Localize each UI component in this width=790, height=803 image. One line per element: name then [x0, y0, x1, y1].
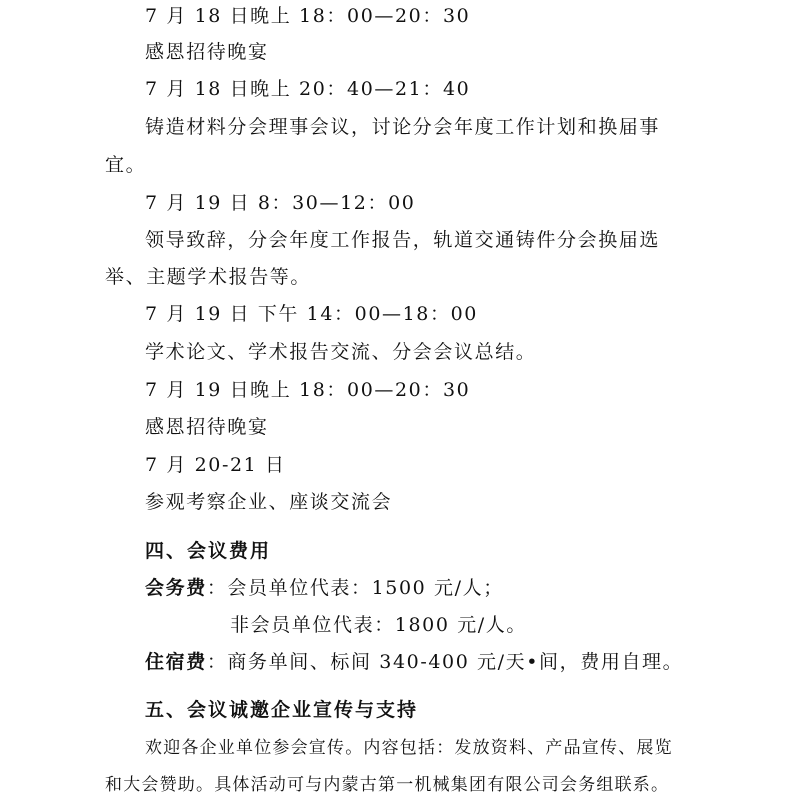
schedule-line: 领导致辞，分会年度工作报告，轨道交通铸件分会换届选	[145, 229, 661, 251]
fee-nonmember-line: 非会员单位代表：1800 元/人。	[230, 614, 527, 636]
schedule-line: 参观考察企业、座谈交流会	[145, 491, 393, 513]
schedule-line: 感恩招待晚宴	[145, 416, 269, 438]
schedule-line: 7 月 19 日晚上 18：00—20：30	[145, 379, 471, 401]
schedule-line: 感恩招待晚宴	[145, 41, 269, 63]
lodging-line	[145, 650, 683, 674]
section-5-para-line-2: 和大会赞助。具体活动可与内蒙古第一机械集团有限公司会务组联系。	[105, 775, 670, 795]
fee-member-line	[145, 576, 504, 600]
schedule-line: 7 月 19 日 下午 14：00—18：00	[145, 303, 478, 325]
fee-member-text: ：会员单位代表：1500 元/人；	[206, 577, 504, 599]
schedule-line: 学术论文、学术报告交流、分会会议总结。	[145, 341, 537, 363]
lodging-text: ：商务单间、标间 340-400 元/天•间，费用自理。	[206, 651, 684, 673]
schedule-line: 7 月 19 日 8：30—12：00	[145, 192, 416, 214]
schedule-line: 举、主题学术报告等。	[105, 266, 312, 288]
schedule-line: 7 月 18 日晚上 18：00—20：30	[145, 5, 471, 27]
schedule-line: 7 月 18 日晚上 20：40—21：40	[145, 78, 471, 100]
fee-label: 会务费	[145, 577, 207, 599]
schedule-line: 宜。	[105, 154, 147, 176]
schedule-line: 7 月 20-21 日	[145, 454, 286, 476]
section-5-para-line-1: 欢迎各企业单位参会宣传。内容包括：发放资料、产品宣传、展览	[145, 738, 673, 758]
lodging-label: 住宿费	[145, 651, 207, 673]
schedule-line: 铸造材料分会理事会议，讨论分会年度工作计划和换届事	[145, 116, 661, 138]
section-5-heading: 五、会议诚邀企业宣传与支持	[145, 699, 419, 721]
section-4-heading: 四、会议费用	[145, 540, 272, 562]
